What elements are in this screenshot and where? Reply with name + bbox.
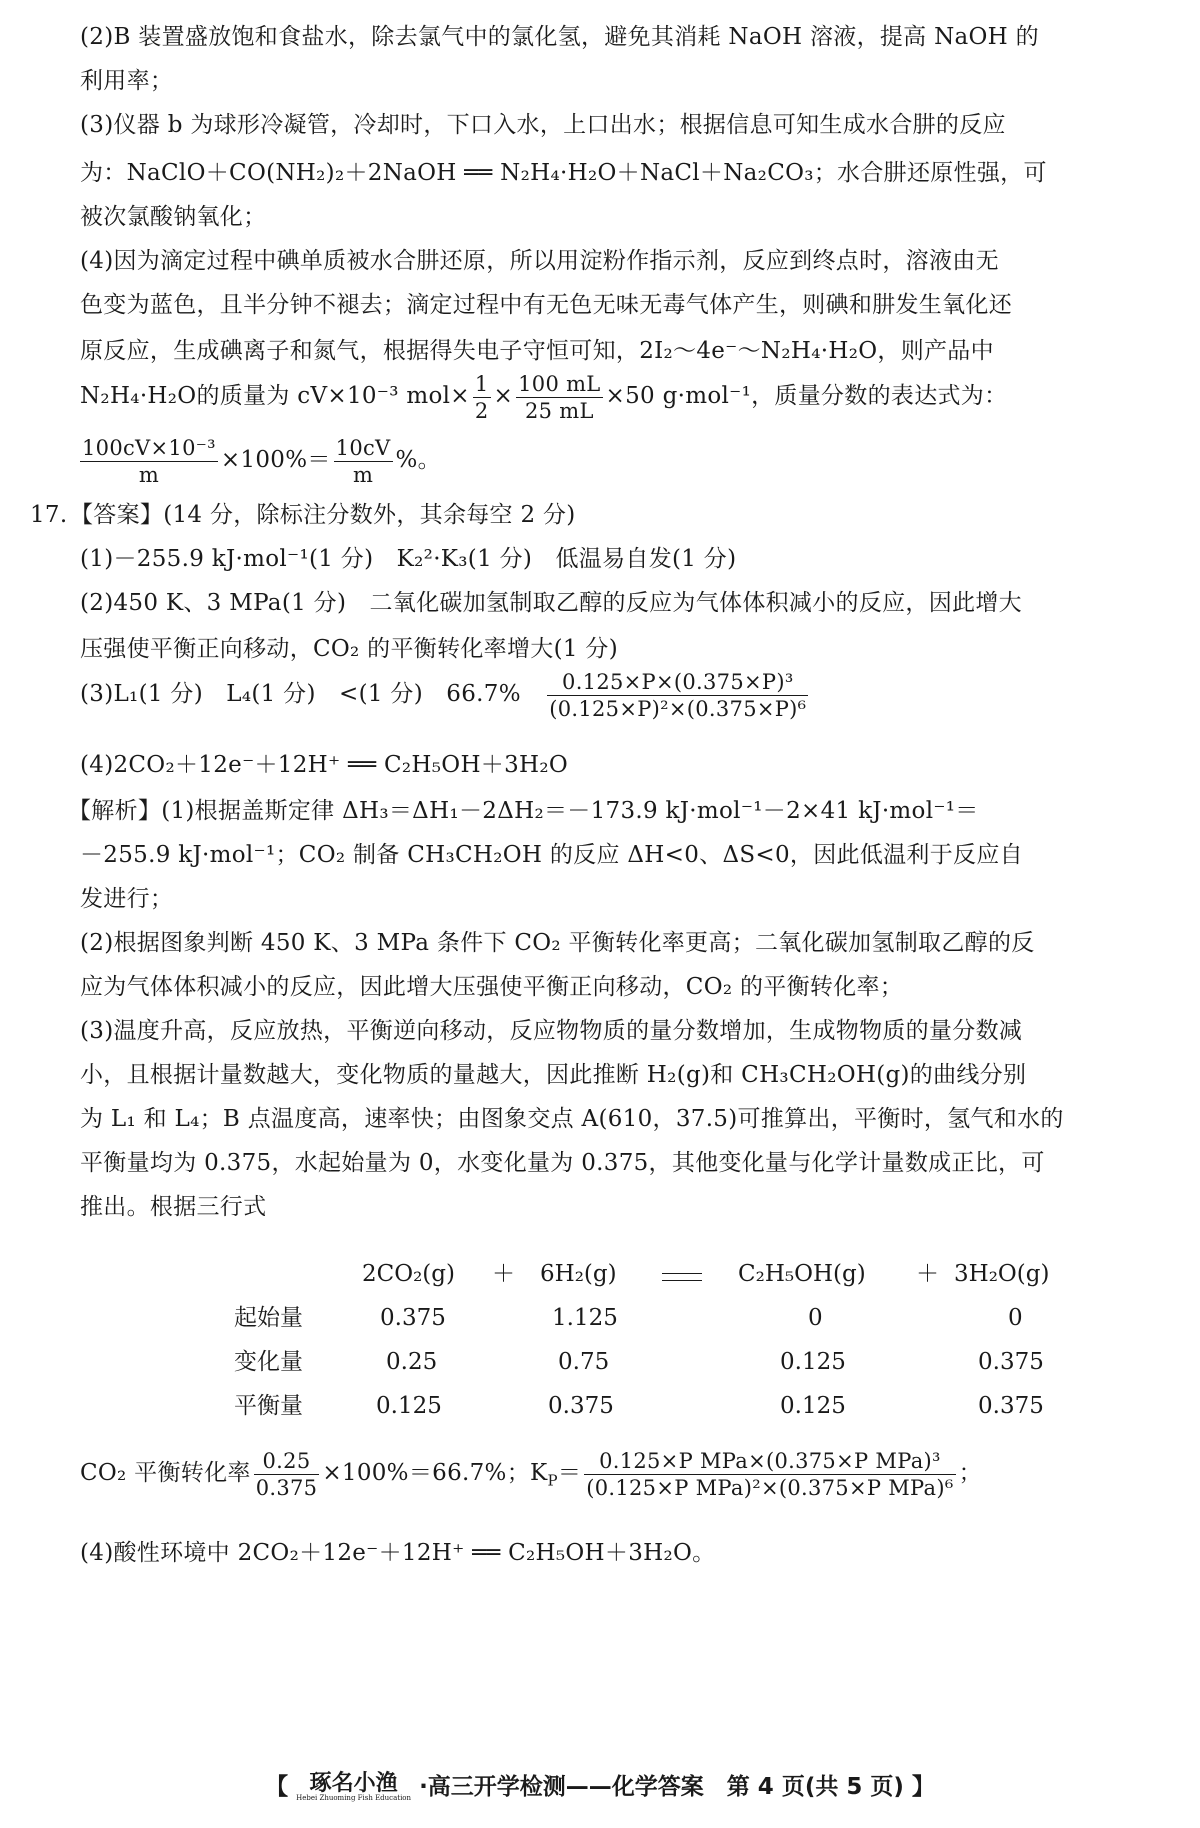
q16-p4-line3: 原反应，生成碘离子和氮气，根据得失电子守恒可知，2I₂～4e⁻～N₂H₄·H₂O，则产品中 xyxy=(80,338,994,364)
q17-explain-3-line3: 为 L₁ 和 L₄；B 点温度高，速率快；由图象交点 A(610，37.5)可推算出，平衡时，氢气和水的 xyxy=(80,1106,1064,1132)
q16-p4-line2: 色变为蓝色，且半分钟不褪去；滴定过程中有无色无味无毒气体产生，则碘和肼发生氧化还 xyxy=(80,292,1012,318)
table-row-change xyxy=(0,1344,1200,1380)
q17-answer-2-line2: 压强使平衡正向移动，CO₂ 的平衡转化率增大(1 分) xyxy=(80,636,618,662)
table-row-equilibrium xyxy=(0,1388,1200,1424)
q17-explain-2-line2: 应为气体体积减小的反应，因此增大压强使平衡正向移动，CO₂ 的平衡转化率； xyxy=(80,974,904,1000)
species-ethanol: C₂H₅OH(g) xyxy=(738,1261,866,1287)
cell-co2: 0.25 xyxy=(386,1349,438,1375)
q16-p4-line1: (4)因为滴定过程中碘单质被水合肼还原，所以用淀粉作指示剂，反应到终点时，溶液由无 xyxy=(80,248,999,274)
row-label: 平衡量 xyxy=(234,1393,303,1419)
q17-explain-4: (4)酸性环境中 2CO₂＋12e⁻＋12H⁺ ══ C₂H₅OH＋3H₂O。 xyxy=(80,1540,716,1566)
q17-explain-3-line2: 小，且根据计量数越大，变化物质的量越大，因此推断 H₂(g)和 CH₃CH₂OH(g)的曲线分别 xyxy=(80,1062,1027,1088)
q17-explain-1-line1: 【解析】(1)根据盖斯定律 ΔH₃＝ΔH₁－2ΔH₂＝－173.9 kJ·mol⁻¹－2×41 kJ·mol⁻¹＝ xyxy=(68,798,979,824)
q17-number: 17. xyxy=(30,502,68,528)
cell-co2: 0.375 xyxy=(380,1305,446,1331)
table-row-initial xyxy=(0,1300,1200,1336)
kp-fraction-answer: $\frac{\text{0.125×P×(0.375×P)³}}{\text{(0.125×P)²×(0.375×P)⁶}}$ xyxy=(549,669,807,721)
equilibrium-arrow xyxy=(662,1270,702,1284)
cell-ethanol: 0 xyxy=(808,1305,823,1331)
conversion-fraction: $\frac{0.25}{0.375}$ xyxy=(255,1448,318,1500)
q17-explain-3-line4: 平衡量均为 0.375，水起始量为 0，水变化量为 0.375，其他变化量与化学计量数成正比，可 xyxy=(80,1150,1045,1176)
fraction-result: $\frac{10cV}{m}$ xyxy=(335,435,391,487)
cell-h2o: 0 xyxy=(1008,1305,1023,1331)
q17-explain-1-line2: －255.9 kJ·mol⁻¹；CO₂ 制备 CH₃CH₂OH 的反应 ΔH<0、ΔS<0，因此低温利于反应自 xyxy=(80,842,1023,868)
q17-answer-4: (4)2CO₂＋12e⁻＋12H⁺ ══ C₂H₅OH＋3H₂O xyxy=(80,752,569,778)
page-footer: 【 琢名小渔 Hebei Zhuoming Fish Education ·高三开学检测——化学答案 第 4 页(共 5 页) 】 xyxy=(265,1770,935,1802)
q16-p4-line4: N₂H₄·H₂O的质量为 cV×10⁻³ mol× $\frac{1}{2}$ × $\frac{100 mL}{25 mL}$ ×50 g·mol⁻¹，质量分数的表达式为： xyxy=(80,371,1008,423)
plus-sign: ＋ xyxy=(492,1261,515,1287)
q16-p3-line3: 被次氯酸钠氧化； xyxy=(80,204,267,230)
species-co2: 2CO₂(g) xyxy=(362,1261,455,1287)
cell-h2o: 0.375 xyxy=(978,1393,1044,1419)
q16-p2-line1: (2)B 装置盛放饱和食盐水，除去氯气中的氯化氢，避免其消耗 NaOH 溶液，提高 NaOH 的 xyxy=(80,24,1039,50)
species-h2o: 3H₂O(g) xyxy=(954,1261,1050,1287)
q17-answer-3: (3)L₁(1 分) L₄(1 分) <(1 分) 66.7% $\frac{\text{0.125×P×(0.375×P)³}}{\text{(0.125×P)²×(0.375×P)⁶}}$ xyxy=(80,669,807,721)
q16-p2-line2: 利用率； xyxy=(80,68,174,94)
q17-explain-2-line1: (2)根据图象判断 450 K、3 MPa 条件下 CO₂ 平衡转化率更高；二氧化碳加氢制取乙醇的反 xyxy=(80,930,1035,956)
species-h2: 6H₂(g) xyxy=(540,1261,617,1287)
q16-p4-line4-a: N₂H₄·H₂O的质量为 cV×10⁻³ mol× xyxy=(80,383,470,409)
q17-answer-2-line1: (2)450 K、3 MPa(1 分) 二氧化碳加氢制取乙醇的反应为气体体积减小的反应，因此增大 xyxy=(80,590,1022,616)
q16-p4-line4-b: ×50 g·mol⁻¹，质量分数的表达式为： xyxy=(605,383,1008,409)
cell-h2: 0.75 xyxy=(558,1349,610,1375)
cell-ethanol: 0.125 xyxy=(780,1349,846,1375)
fraction-mass: $\frac{\text{100cV×10⁻³}}{m}$ xyxy=(82,435,216,487)
cell-h2o: 0.375 xyxy=(978,1349,1044,1375)
fraction-half: $\frac{1}{2}$ xyxy=(474,371,489,423)
row-label: 变化量 xyxy=(234,1349,303,1375)
row-label: 起始量 xyxy=(234,1305,303,1331)
q17-explain-3-line1: (3)温度升高，反应放热，平衡逆向移动，反应物物质的量分数增加，生成物物质的量分数减 xyxy=(80,1018,1023,1044)
brand-logo: 琢名小渔 Hebei Zhuoming Fish Education xyxy=(296,1770,412,1802)
q17-answer-head: 【答案】(14 分，除标注分数外，其余每空 2 分) xyxy=(70,502,576,528)
footer-title: ·高三开学检测——化学答案 第 4 页(共 5 页) xyxy=(419,1774,904,1800)
q16-p4-line5: $\frac{\text{100cV×10⁻³}}{m}$ ×100%＝ $\frac{10cV}{m}$ %。 xyxy=(82,435,441,487)
cell-co2: 0.125 xyxy=(376,1393,442,1419)
q17-explain-3-line5: 推出。根据三行式 xyxy=(80,1194,267,1220)
equation-row xyxy=(0,1256,1200,1292)
fraction-volume: $\frac{100 mL}{25 mL}$ xyxy=(518,371,601,423)
cell-h2: 1.125 xyxy=(552,1305,618,1331)
cell-h2: 0.375 xyxy=(548,1393,614,1419)
q17-conversion-line: CO₂ 平衡转化率 $\frac{0.25}{0.375}$ ×100%＝66.7%；$K_P=$ $\frac{\text{0.125×P MPa×(0.375×P MPa)³}}{\text{(0.125×P MPa)²×(0.375×P MPa)⁶}}$ ； xyxy=(80,1448,982,1500)
kp-fraction: $\frac{\text{0.125×P MPa×(0.375×P MPa)³}}{\text{(0.125×P MPa)²×(0.375×P MPa)⁶}}$ xyxy=(586,1448,954,1500)
q17-answer-1: (1)－255.9 kJ·mol⁻¹(1 分) K₂²·K₃(1 分) 低温易自发(1 分) xyxy=(80,546,737,572)
q17-explain-1-line3: 发进行； xyxy=(80,886,174,912)
q16-p3-line1: (3)仪器 b 为球形冷凝管，冷却时，下口入水，上口出水；根据信息可知生成水合肼的反应 xyxy=(80,112,1006,138)
plus-sign: ＋ xyxy=(916,1261,939,1287)
q16-p3-line2: 为：NaClO＋CO(NH₂)₂＋2NaOH ══ N₂H₄·H₂O＋NaCl＋Na₂CO₃；水合肼还原性强，可 xyxy=(80,160,1047,186)
cell-ethanol: 0.125 xyxy=(780,1393,846,1419)
